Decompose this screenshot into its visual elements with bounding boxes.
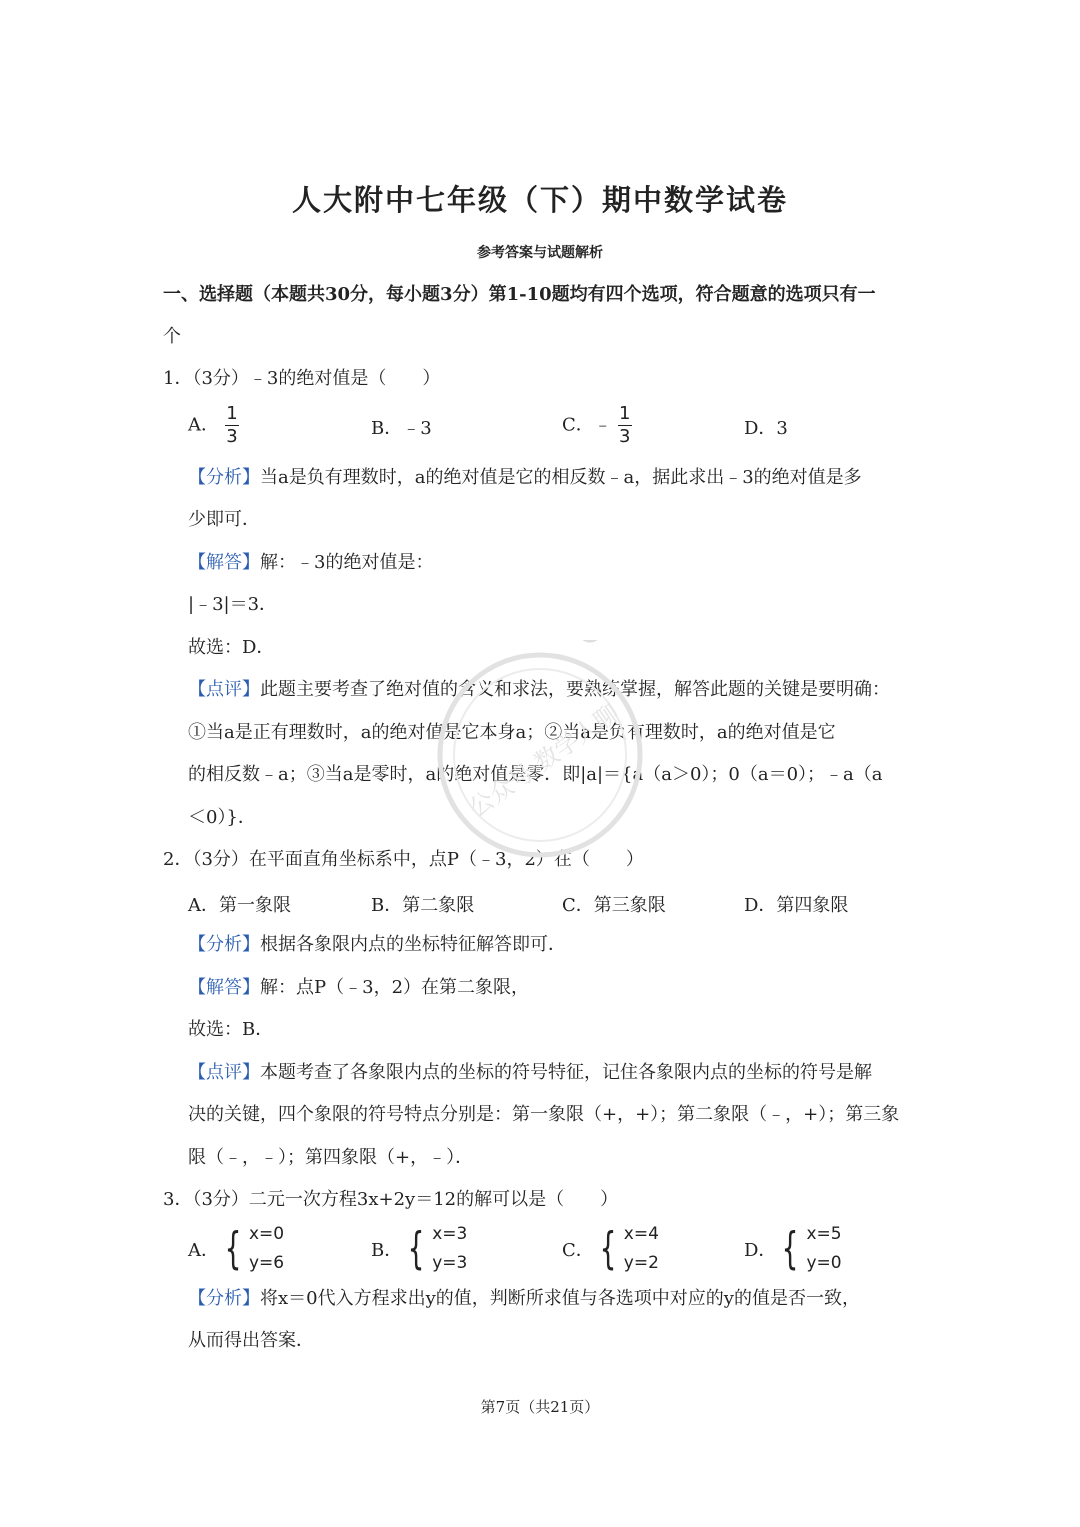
- page-subtitle: 参考答案与试题解析: [477, 245, 603, 261]
- q2-comment-text: 本题考查了各象限内点的坐标的符号特征，记住各象限内点的坐标的符号是解: [260, 1062, 872, 1083]
- q1-stem: 1．（3分）﹣3的绝对值是（ ）: [163, 368, 441, 389]
- q2-comment-line-2: 决的关键，四个象限的符号特点分别是：第一象限（+，+）；第二象限（﹣，+）；第三象: [188, 1104, 900, 1125]
- section-heading-line-2: 个: [163, 326, 181, 347]
- q2-answer-text: 解：点P（﹣3，2）在第二象限，: [260, 977, 530, 998]
- q3-option-c-system: [594, 1220, 659, 1278]
- q1-option-a-fraction: [225, 405, 239, 446]
- q1-option-c-fraction: [618, 405, 632, 446]
- watermark-text: 公众号·数学人聊: [464, 698, 624, 823]
- q3-stem: 3．（3分）二元一次方程3x+2y＝12的解可以是（ ）: [163, 1189, 619, 1210]
- q3-option-b-label: B．: [371, 1240, 403, 1261]
- q1-option-d: D．3: [744, 418, 788, 439]
- q3-analysis-line-2: 从而得出答案．: [188, 1330, 314, 1351]
- q1-option-c: [562, 405, 632, 446]
- q3-option-a-x: x=0: [249, 1224, 285, 1244]
- q3-option-a-y: y=6: [249, 1253, 285, 1273]
- q1-option-c-denominator: 3: [619, 426, 631, 447]
- q1-analysis: [188, 466, 862, 490]
- q2-answer: [188, 976, 529, 1000]
- q1-option-c-numerator: 1: [619, 403, 631, 424]
- q1-option-c-label: C．﹣: [562, 414, 612, 436]
- q1-comment-line-4: ＜0）}．: [188, 807, 256, 828]
- q1-option-a-label: A．: [188, 414, 219, 436]
- left-brace-icon: {: [782, 1223, 799, 1274]
- q1-comment-line-3: 的相反数﹣a；③当a是零时，a的绝对值是零．即|a|＝{a（a＞0）；0（a＝0）；﹣a（a: [188, 764, 883, 785]
- q2-choice: 故选：B．: [188, 1019, 274, 1040]
- left-brace-icon: {: [407, 1223, 425, 1274]
- q1-analysis-text: 当a是负有理数时，a的绝对值是它的相反数﹣a，据此求出﹣3的绝对值是多: [260, 467, 862, 488]
- q2-analysis-tag: 【分析】: [188, 934, 260, 955]
- q2-option-d: D．第四象限: [744, 895, 849, 916]
- q1-answer-line-2: |﹣3|＝3．: [188, 594, 278, 615]
- q3-option-b-system: [402, 1220, 467, 1278]
- q1-answer-tag: 【解答】: [188, 552, 260, 573]
- q1-choice: 故选：D．: [188, 637, 275, 658]
- q2-comment-tag: 【点评】: [188, 1062, 260, 1083]
- page-title: 人大附中七年级（下）期中数学试卷: [291, 183, 788, 217]
- left-brace-icon: {: [224, 1223, 242, 1274]
- q2-option-c: C．第三象限: [562, 895, 666, 916]
- q3-option-d: [744, 1220, 842, 1278]
- q3-option-d-system: [776, 1220, 841, 1278]
- q1-comment: [188, 678, 890, 702]
- q2-analysis: [188, 933, 566, 957]
- q1-comment-tag: 【点评】: [188, 679, 260, 700]
- q1-answer-text: 解：﹣3的绝对值是：: [260, 552, 434, 573]
- q2-analysis-text: 根据各象限内点的坐标特征解答即可．: [260, 934, 566, 955]
- q1-option-b: B．﹣3: [371, 418, 432, 439]
- q3-option-c: [562, 1220, 659, 1278]
- q2-comment-line-3: 限（﹣，﹣）；第四象限（+，﹣）．: [188, 1147, 474, 1168]
- q2-stem: 2．（3分）在平面直角坐标系中，点P（﹣3，2）在（ ）: [163, 849, 644, 870]
- q2-answer-tag: 【解答】: [188, 977, 260, 998]
- q1-option-a-denominator: 3: [226, 426, 238, 447]
- q1-option-a: [188, 405, 239, 446]
- q3-option-b-x: x=3: [432, 1224, 468, 1244]
- q2-comment: [188, 1061, 872, 1085]
- q3-analysis-text: 将x＝0代入方程求出y的值，判断所求值与各选项中对应的y的值是否一致，: [260, 1288, 860, 1309]
- q1-answer: [188, 551, 433, 575]
- q3-option-c-x: x=4: [623, 1224, 659, 1244]
- q3-option-b-y: y=3: [432, 1253, 468, 1273]
- q2-option-a: A．第一象限: [188, 895, 291, 916]
- q1-analysis-line-2: 少即可．: [188, 509, 260, 530]
- q1-comment-text: 此题主要考查了绝对值的含义和求法，要熟练掌握，解答此题的关键是要明确：: [260, 679, 890, 700]
- q3-analysis-tag: 【分析】: [188, 1288, 260, 1309]
- q3-option-d-x: x=5: [806, 1224, 842, 1244]
- q3-option-d-y: y=0: [806, 1253, 842, 1273]
- q3-option-d-label: D．: [744, 1240, 777, 1261]
- q3-option-a: [188, 1220, 284, 1278]
- q2-option-b: B．第二象限: [371, 895, 475, 916]
- q3-analysis: [188, 1287, 860, 1311]
- q3-option-c-y: y=2: [623, 1253, 659, 1273]
- section-heading-line-1: 一、选择题（本题共30分，每小题3分）第1-10题均有四个选项，符合题意的选项只有一: [163, 284, 876, 305]
- watermark-stamp-icon: [425, 640, 655, 870]
- left-brace-icon: {: [599, 1223, 617, 1274]
- q1-option-a-numerator: 1: [226, 403, 238, 424]
- q3-option-a-system: [219, 1220, 284, 1278]
- q1-comment-line-2: ①当a是正有理数时，a的绝对值是它本身a；②当a是负有理数时，a的绝对值是它: [188, 722, 836, 743]
- q3-option-a-label: A．: [188, 1240, 219, 1261]
- q1-analysis-tag: 【分析】: [188, 467, 260, 488]
- q3-option-c-label: C．: [562, 1240, 594, 1261]
- q3-option-b: [371, 1220, 467, 1278]
- page-footer: 第7页（共21页）: [480, 1398, 600, 1416]
